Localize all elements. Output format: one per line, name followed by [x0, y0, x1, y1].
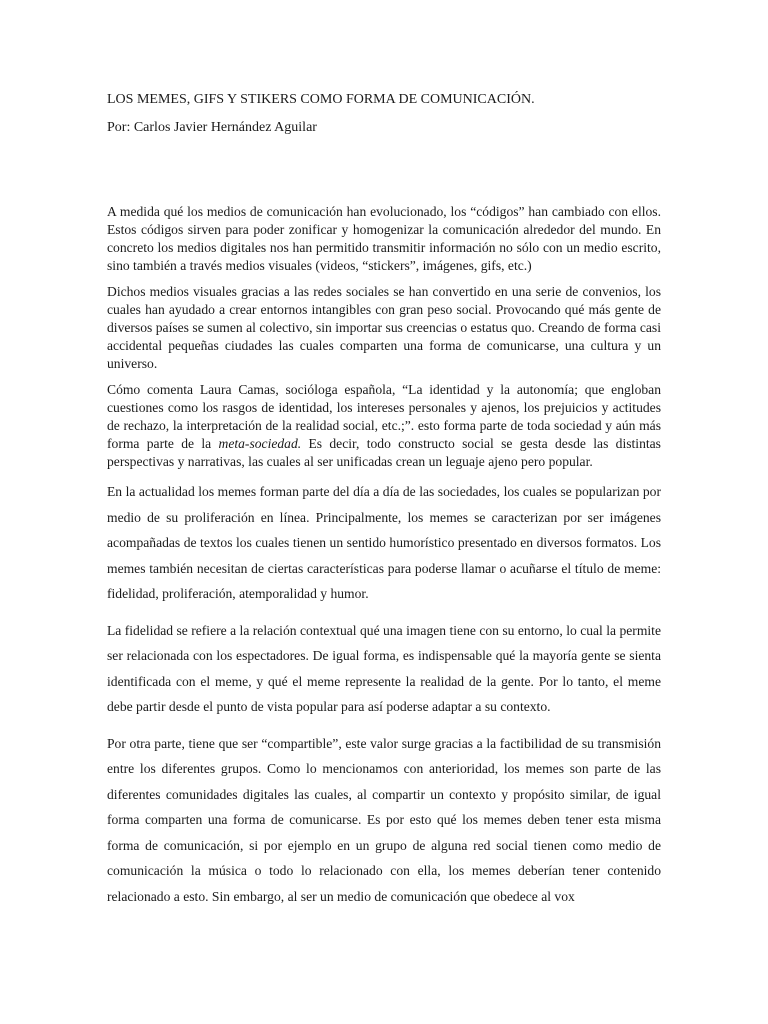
- paragraph-3: [107, 381, 661, 471]
- document-title: LOS MEMES, GIFS Y STIKERS COMO FORMA DE COMUNICACIÓN.: [107, 92, 535, 107]
- paragraph-3-text: Cómo comenta Laura Camas, socióloga española, “La identidad y la autonomía; que engloban cuestiones como los rasgos de identidad, los intereses personales y ajenos, los prejuicios y actitudes de rechazo, la interpretación de la realidad social, etc.;”. esto forma parte de toda sociedad y aún más forma parte de la: [107, 382, 661, 451]
- paragraph-4: En la actualidad los memes forman parte del día a día de las sociedades, los cuales se popularizan por medio de su proliferación en línea. Principalmente, los memes se caracterizan por ser imágenes acompañadas de textos los cuales tienen un sentido humorístico presentado en diversos formatos. Los memes también necesitan de ciertas características para poderse llamar o acuñarse el título de meme: fidelidad, proliferación, atemporalidad y humor.: [107, 484, 661, 601]
- paragraph-5: La fidelidad se refiere a la relación contextual qué una imagen tiene con su entorno, lo cual la permite ser relacionada con los espectadores. De igual forma, es indispensable qué la mayoría gente se sienta identificada con el meme, y qué el meme represente la realidad de la gente. Por lo tanto, el meme debe partir desde el punto de vista popular para así poderse adaptar a su contexto.: [107, 622, 661, 714]
- paragraph-1: A medida qué los medios de comunicación han evolucionado, los “códigos” han cambiado con ellos. Estos códigos sirven para poder zonificar y homogenizar la comunicación alrededor del mundo. En concreto los medios digitales nos han permitido transmitir información no sólo con un medio escrito, sino también a través medios visuales (videos, “stickers”, imágenes, gifs, etc.): [107, 204, 661, 273]
- paragraph-2: Dichos medios visuales gracias a las redes sociales se han convertido en una serie de convenios, los cuales han ayudado a crear entornos intangibles con gran peso social. Provocando qué más gente de diversos países se sumen al colectivo, sin importar sus creencias o estatus quo. Creando de forma casi accidental pequeñas ciudades las cuales comparten una forma de comunicarse, una cultura y un universo.: [107, 284, 661, 371]
- document-body: [107, 203, 661, 920]
- paragraph-6: Por otra parte, tiene que ser “compartible”, este valor surge gracias a la factibilidad de su transmisión entre los diferentes grupos. Como lo mencionamos con anterioridad, los memes son parte de las diferentes comunidades digitales las cuales, al compartir un contexto y propósito similar, de igual forma comparten una forma de comunicarse. Es por esto qué los memes deben tener esta misma forma de comunicación, si por ejemplo en un grupo de alguna red social tienen como medio de comunicación la música o todo lo relacionado con ella, los memes deberían tener contenido relacionado a esto. Sin embargo, al ser un medio de comunicación que obedece al vox: [107, 735, 661, 904]
- document-author: Por: Carlos Javier Hernández Aguilar: [107, 120, 317, 135]
- paragraph-3-text-end: Es decir, todo constructo social se gesta desde las distintas perspectivas y narrativas, las cuales al ser unificadas crean un leguaje ajeno pero popular.: [107, 436, 661, 469]
- paragraph-3-italic: meta-sociedad.: [218, 436, 302, 451]
